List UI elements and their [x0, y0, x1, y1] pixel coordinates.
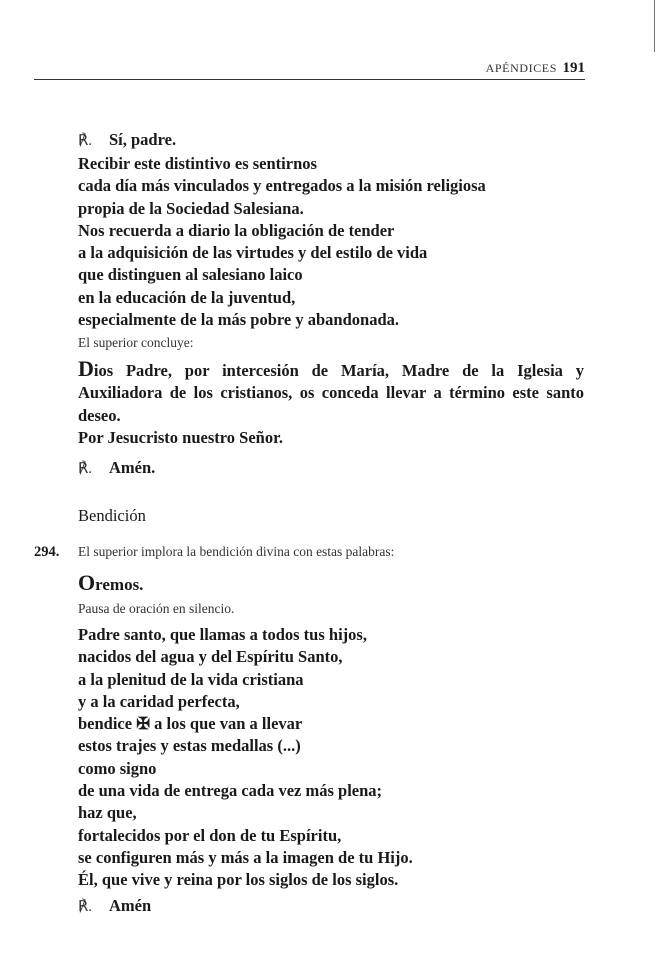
- rubric-conclude: El superior concluye:: [78, 335, 194, 350]
- prayer-line: se configuren más y más a la imagen de tu Hijo.: [78, 847, 413, 867]
- drop-cap: D: [78, 356, 94, 381]
- paragraph-rubric: El superior implora la bendición divina con estas palabras:: [78, 544, 395, 559]
- prayer-line: nacidos del agua y del Espíritu Santo,: [78, 647, 343, 667]
- prayer-line: Padre santo, que llamas a todos tus hijos,: [78, 625, 367, 644]
- drop-cap: O: [78, 570, 96, 595]
- statement-line: que distinguen al salesiano laico: [78, 265, 303, 285]
- response-text: Sí, padre.: [109, 130, 177, 149]
- response-symbol: ℟.: [78, 133, 93, 149]
- prayer-line: de una vida de entrega cada vez más plena;: [78, 781, 383, 801]
- header-rule: [34, 79, 585, 80]
- response-symbol: ℟.: [78, 461, 93, 477]
- statement-line: especialmente de la más pobre y abandonada.: [78, 310, 400, 330]
- blessing-prayer: [78, 624, 588, 892]
- prayer-line: y a la caridad perfecta,: [78, 691, 240, 711]
- conclusion-prayer: [78, 358, 584, 449]
- cross-icon: ✠: [136, 714, 151, 734]
- statement-line: en la educación de la juventud,: [78, 287, 296, 307]
- statement-line: Nos recuerda a diario la obligación de tender: [78, 220, 395, 240]
- oremos-heading: [78, 570, 588, 596]
- prayer-line: a la plenitud de la vida cristiana: [78, 669, 304, 689]
- bless-word: bendice: [78, 714, 133, 734]
- page-number: 191: [562, 60, 585, 76]
- prayer-line: Él, que vive y reina por los siglos de los siglos.: [78, 870, 399, 890]
- prayer-line: fortalecidos por el don de tu Espíritu,: [78, 825, 342, 845]
- response-si-padre: [78, 128, 588, 153]
- response-text: Amén.: [109, 458, 156, 477]
- running-title: APÉNDICES: [485, 61, 557, 75]
- conclusion-paragraph: [78, 358, 584, 427]
- prayer-line: haz que,: [78, 803, 137, 823]
- running-header: [34, 58, 585, 80]
- conclusion-text: ios Padre, por intercesión de María, Madre de la Iglesia y Auxiliadora de los cristianos, os conceda llevar a término este santo deseo.: [78, 361, 584, 425]
- rubric-pause: Pausa de oración en silencio.: [78, 601, 235, 616]
- prayer-line-bless: [78, 713, 588, 735]
- response-amen: [78, 456, 588, 481]
- page-edge-mark: [654, 0, 655, 52]
- statement-line: propia de la Sociedad Salesiana.: [78, 198, 304, 218]
- response-final-amen: [78, 894, 588, 919]
- conclusion-closing: Por Jesucristo nuestro Señor.: [78, 427, 284, 447]
- response-symbol: ℟.: [78, 899, 93, 915]
- response-block: [78, 128, 588, 331]
- prayer-line: estos trajes y estas medallas (...): [78, 736, 301, 756]
- statement-line: Recibir este distintivo es sentirnos: [78, 154, 317, 173]
- bless-rest: a los que van a llevar: [154, 714, 303, 734]
- prayer-line: como signo: [78, 758, 157, 778]
- statement-line: a la adquisición de las virtudes y del estilo de vida: [78, 243, 428, 263]
- section-title: Bendición: [78, 506, 146, 525]
- oremos-text: remos.: [95, 575, 144, 594]
- response-text: Amén: [109, 896, 152, 915]
- statement-line: cada día más vinculados y entregados a la misión religiosa: [78, 176, 486, 196]
- paragraph-294: [34, 543, 594, 561]
- paragraph-number: 294.: [34, 544, 60, 560]
- statement-text: [78, 153, 588, 331]
